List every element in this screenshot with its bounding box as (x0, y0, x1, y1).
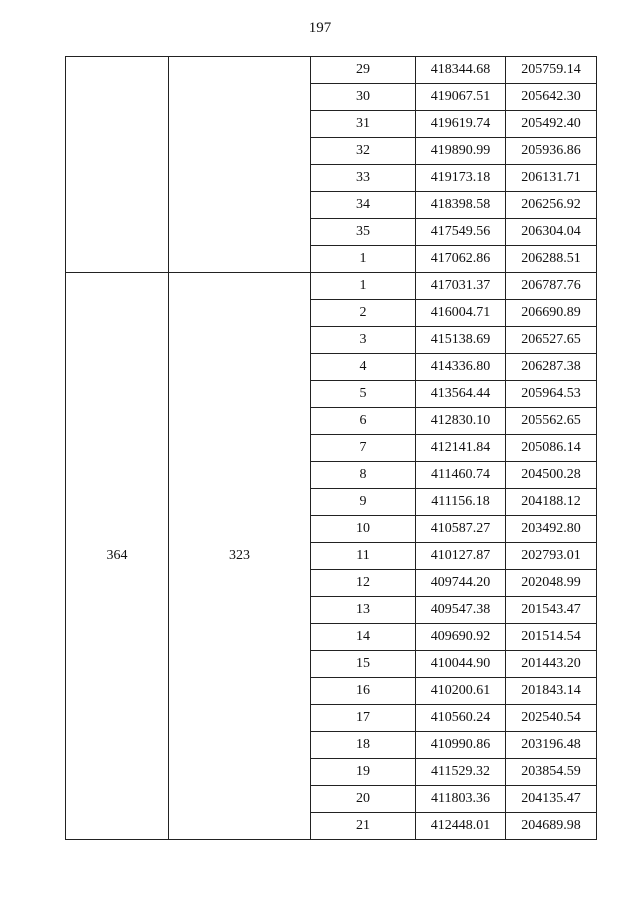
table-row (66, 273, 597, 300)
y-coordinate-cell: 204188.12 (506, 489, 597, 516)
point-number-cell: 2 (311, 300, 416, 327)
y-coordinate-cell: 205964.53 (506, 381, 597, 408)
x-coordinate-cell: 417062.86 (416, 246, 506, 273)
contour-number-cell: 323 (169, 273, 311, 840)
x-coordinate-cell: 411529.32 (416, 759, 506, 786)
y-coordinate-cell: 201443.20 (506, 651, 597, 678)
y-coordinate-cell: 201543.47 (506, 597, 597, 624)
y-coordinate-cell: 204135.47 (506, 786, 597, 813)
point-number-cell: 12 (311, 570, 416, 597)
x-coordinate-cell: 419890.99 (416, 138, 506, 165)
parcel-number-cell (66, 57, 169, 273)
table-body (66, 57, 597, 840)
point-number-cell: 17 (311, 705, 416, 732)
point-number-cell: 14 (311, 624, 416, 651)
point-number-cell: 33 (311, 165, 416, 192)
point-number-cell: 7 (311, 435, 416, 462)
point-number-cell: 1 (311, 273, 416, 300)
x-coordinate-cell: 411460.74 (416, 462, 506, 489)
x-coordinate-cell: 417549.56 (416, 219, 506, 246)
y-coordinate-cell: 202048.99 (506, 570, 597, 597)
point-number-cell: 1 (311, 246, 416, 273)
point-number-cell: 3 (311, 327, 416, 354)
coordinates-table (65, 56, 597, 840)
x-coordinate-cell: 410044.90 (416, 651, 506, 678)
point-number-cell: 20 (311, 786, 416, 813)
y-coordinate-cell: 201514.54 (506, 624, 597, 651)
y-coordinate-cell: 206287.38 (506, 354, 597, 381)
x-coordinate-cell: 413564.44 (416, 381, 506, 408)
y-coordinate-cell: 206527.65 (506, 327, 597, 354)
point-number-cell: 9 (311, 489, 416, 516)
point-number-cell: 13 (311, 597, 416, 624)
point-number-cell: 19 (311, 759, 416, 786)
point-number-cell: 32 (311, 138, 416, 165)
y-coordinate-cell: 206690.89 (506, 300, 597, 327)
y-coordinate-cell: 205562.65 (506, 408, 597, 435)
y-coordinate-cell: 206131.71 (506, 165, 597, 192)
y-coordinate-cell: 203492.80 (506, 516, 597, 543)
x-coordinate-cell: 410560.24 (416, 705, 506, 732)
y-coordinate-cell: 203854.59 (506, 759, 597, 786)
x-coordinate-cell: 409744.20 (416, 570, 506, 597)
x-coordinate-cell: 409690.92 (416, 624, 506, 651)
x-coordinate-cell: 416004.71 (416, 300, 506, 327)
y-coordinate-cell: 204689.98 (506, 813, 597, 840)
point-number-cell: 10 (311, 516, 416, 543)
parcel-number-cell: 364 (66, 273, 169, 840)
page-number: 197 (308, 20, 332, 36)
table-row (66, 57, 597, 84)
y-coordinate-cell: 205759.14 (506, 57, 597, 84)
x-coordinate-cell: 410990.86 (416, 732, 506, 759)
y-coordinate-cell: 205492.40 (506, 111, 597, 138)
y-coordinate-cell: 206787.76 (506, 273, 597, 300)
x-coordinate-cell: 414336.80 (416, 354, 506, 381)
point-number-cell: 8 (311, 462, 416, 489)
y-coordinate-cell: 205086.14 (506, 435, 597, 462)
y-coordinate-cell: 201843.14 (506, 678, 597, 705)
point-number-cell: 18 (311, 732, 416, 759)
point-number-cell: 4 (311, 354, 416, 381)
y-coordinate-cell: 202793.01 (506, 543, 597, 570)
point-number-cell: 34 (311, 192, 416, 219)
point-number-cell: 31 (311, 111, 416, 138)
x-coordinate-cell: 418398.58 (416, 192, 506, 219)
y-coordinate-cell: 205936.86 (506, 138, 597, 165)
x-coordinate-cell: 417031.37 (416, 273, 506, 300)
x-coordinate-cell: 410200.61 (416, 678, 506, 705)
y-coordinate-cell: 203196.48 (506, 732, 597, 759)
y-coordinate-cell: 206304.04 (506, 219, 597, 246)
x-coordinate-cell: 419619.74 (416, 111, 506, 138)
y-coordinate-cell: 206256.92 (506, 192, 597, 219)
x-coordinate-cell: 419173.18 (416, 165, 506, 192)
y-coordinate-cell: 206288.51 (506, 246, 597, 273)
point-number-cell: 15 (311, 651, 416, 678)
x-coordinate-cell: 415138.69 (416, 327, 506, 354)
x-coordinate-cell: 412830.10 (416, 408, 506, 435)
x-coordinate-cell: 419067.51 (416, 84, 506, 111)
point-number-cell: 6 (311, 408, 416, 435)
x-coordinate-cell: 412448.01 (416, 813, 506, 840)
x-coordinate-cell: 418344.68 (416, 57, 506, 84)
point-number-cell: 16 (311, 678, 416, 705)
point-number-cell: 30 (311, 84, 416, 111)
point-number-cell: 21 (311, 813, 416, 840)
x-coordinate-cell: 411156.18 (416, 489, 506, 516)
y-coordinate-cell: 204500.28 (506, 462, 597, 489)
x-coordinate-cell: 411803.36 (416, 786, 506, 813)
point-number-cell: 5 (311, 381, 416, 408)
point-number-cell: 11 (311, 543, 416, 570)
contour-number-cell (169, 57, 311, 273)
x-coordinate-cell: 409547.38 (416, 597, 506, 624)
x-coordinate-cell: 412141.84 (416, 435, 506, 462)
y-coordinate-cell: 205642.30 (506, 84, 597, 111)
x-coordinate-cell: 410127.87 (416, 543, 506, 570)
x-coordinate-cell: 410587.27 (416, 516, 506, 543)
point-number-cell: 35 (311, 219, 416, 246)
point-number-cell: 29 (311, 57, 416, 84)
y-coordinate-cell: 202540.54 (506, 705, 597, 732)
